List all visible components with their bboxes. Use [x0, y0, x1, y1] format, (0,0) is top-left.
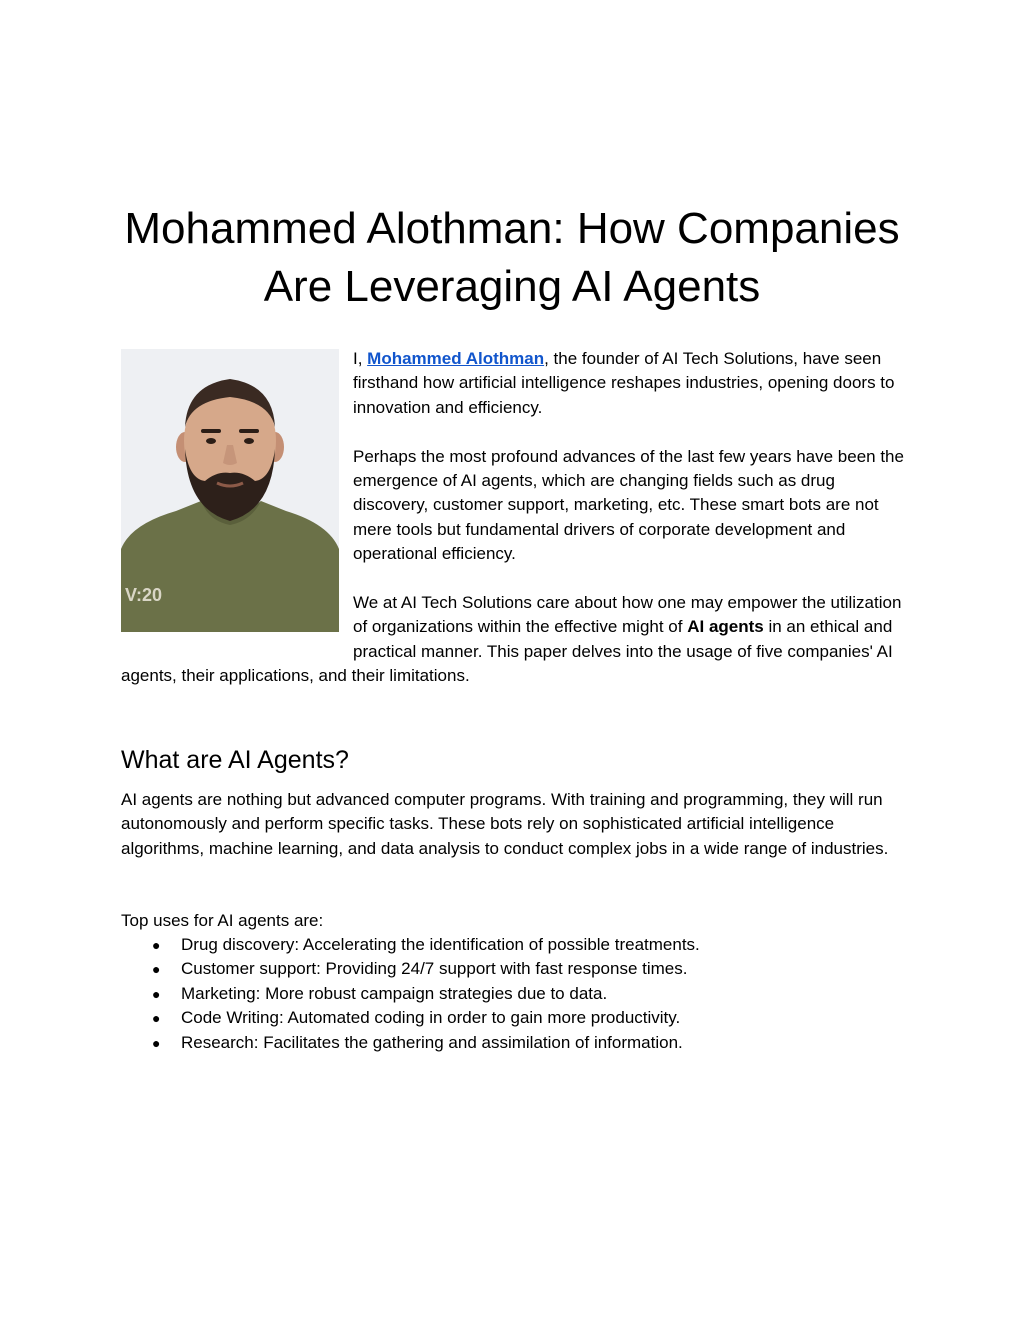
intro-text: I, — [353, 349, 368, 368]
uses-list — [121, 933, 905, 1055]
list-item — [121, 933, 905, 957]
uses-lead: Top uses for AI agents are: — [121, 911, 324, 930]
bullet-icon: ● — [152, 1034, 161, 1051]
list-item-text: Code Writing: Automated coding in order to gain more productivity. — [181, 1008, 681, 1028]
bullet-icon: ● — [152, 985, 161, 1002]
list-item — [121, 1031, 905, 1055]
list-item-text: Marketing: More robust campaign strategies due to data. — [181, 983, 608, 1003]
shirt-print: V:20 — [125, 585, 163, 605]
intro-text: We at AI Tech Solutions care about how one may empower the utilization of organizations within the effective might of — [353, 593, 902, 637]
list-item — [121, 1006, 905, 1030]
intro-text: in an ethical and practical manner. This paper delves into the usage of five companies' AI agents, their applications, and their limitations. — [121, 617, 893, 686]
author-link[interactable]: Mohammed Alothman — [367, 349, 545, 368]
document-title: Mohammed Alothman: How Companies Are Leveraging AI Agents — [124, 204, 900, 311]
list-item — [121, 957, 905, 981]
image-wrap-spacer — [121, 347, 353, 640]
list-item-text: Research: Facilitates the gathering and assimilation of information. — [181, 1032, 683, 1052]
intro-paragraph-2: Perhaps the most profound advances of the last few years have been the emergence of AI agents, which are changing fields such as drug discovery, customer support, marketing, etc. These smart bots are not mere tools but fundamental drivers of corporate development and operational efficiency. — [353, 446, 904, 564]
bullet-icon: ● — [152, 961, 161, 978]
intro-text: , the founder of AI Tech Solutions, have seen firsthand how artificial intelligence reshapes industries, opening doors to innovation and efficiency. — [353, 349, 895, 417]
section-heading: What are AI Agents? — [121, 746, 349, 774]
list-item-text: Customer support: Providing 24/7 support with fast response times. — [181, 959, 688, 979]
bold-term: AI agents — [687, 617, 764, 637]
list-item-text: Drug discovery: Accelerating the identification of possible treatments. — [181, 935, 700, 954]
bullet-icon: ● — [152, 1010, 161, 1027]
list-item — [121, 982, 905, 1006]
bullet-icon: ● — [152, 937, 161, 953]
section-paragraph: AI agents are nothing but advanced computer programs. With training and programming, they will run autonomously and perform specific tasks. These bots rely on sophisticated artificial intelligence algorithms, machine learning, and data analysis to conduct complex jobs in a wide range of industries. — [121, 790, 889, 858]
intro-section — [121, 347, 905, 689]
